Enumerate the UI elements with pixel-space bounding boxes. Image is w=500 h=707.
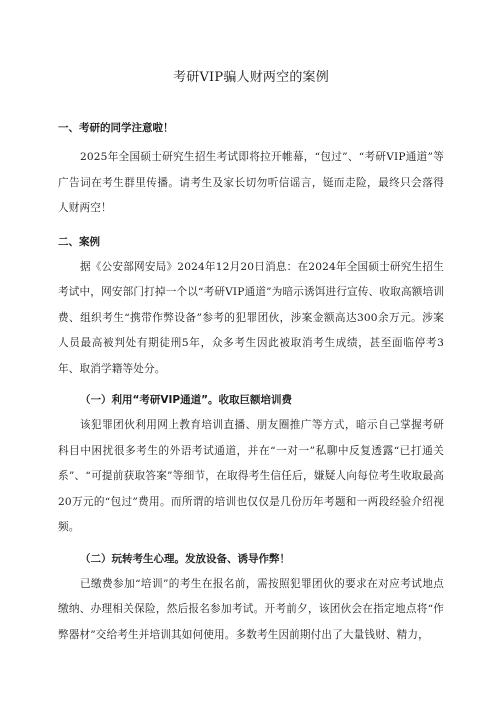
subsection-heading-vip-channel: （一）利用“考研VIP通道”。收取巨额培训费	[80, 394, 293, 406]
section-heading-case: 二、案例	[58, 235, 100, 248]
subsection-paragraph-cheating: 已缴费参加“培训”的考生在报名前，需按照犯罪团伙的要求在对应考试地点缴纳、办理相关保险，然后报名参加考试。开考前夕，该团伙会在指定地点将“作弊器材”交给考生并培训其如何使用。多数考生因前期付出了大量钱财、精力，	[58, 577, 444, 641]
document-title: 考研VIP骗人财两空的案例	[173, 70, 329, 85]
section-paragraph-notice: 2025年全国硕士研究生招生考试即将拉开帷幕，“包过”、“考研VIP通道”等广告词在考生群里传播。请考生及家长切勿听信谣言，铤而走险，最终只会落得人财两空！	[58, 151, 444, 214]
subsection-paragraph-vip-channel: 该犯罪团伙利用网上教育培训直播、朋友圈推广等方式，暗示自己掌握考研科目中困扰很多考生的外语考试通道，并在“一对一”私聊中反复透露“已打通关系”、“可提前获取答案”等细节，在取得考生信任后，嫌疑人向每位考生收取最高20万元的“包过”费用。而所谓的培训也仅仅是几份历年考题和一两段经验介绍视频。	[58, 419, 444, 533]
section-heading-notice: 一、考研的同学注意啦！	[58, 122, 174, 134]
subsection-heading-cheating: （二）玩转考生心理。发放设备、诱导作弊！	[80, 552, 290, 565]
section-paragraph-case: 据《公安部网安局》2024年12月20日消息：在2024年全国硕士研究生招生考试中，网安部门打掉一个以“考研VIP通道”为暗示诱饵进行宣传、收取高额培训费、组织考生“携带作弊设备”参考的犯罪团伙，涉案金额高达300余万元。涉案人员最高被判处有期徒刑5年，众多考生因此被取消考生成绩，甚至面临停考3年、取消学籍等处分。	[58, 260, 444, 375]
